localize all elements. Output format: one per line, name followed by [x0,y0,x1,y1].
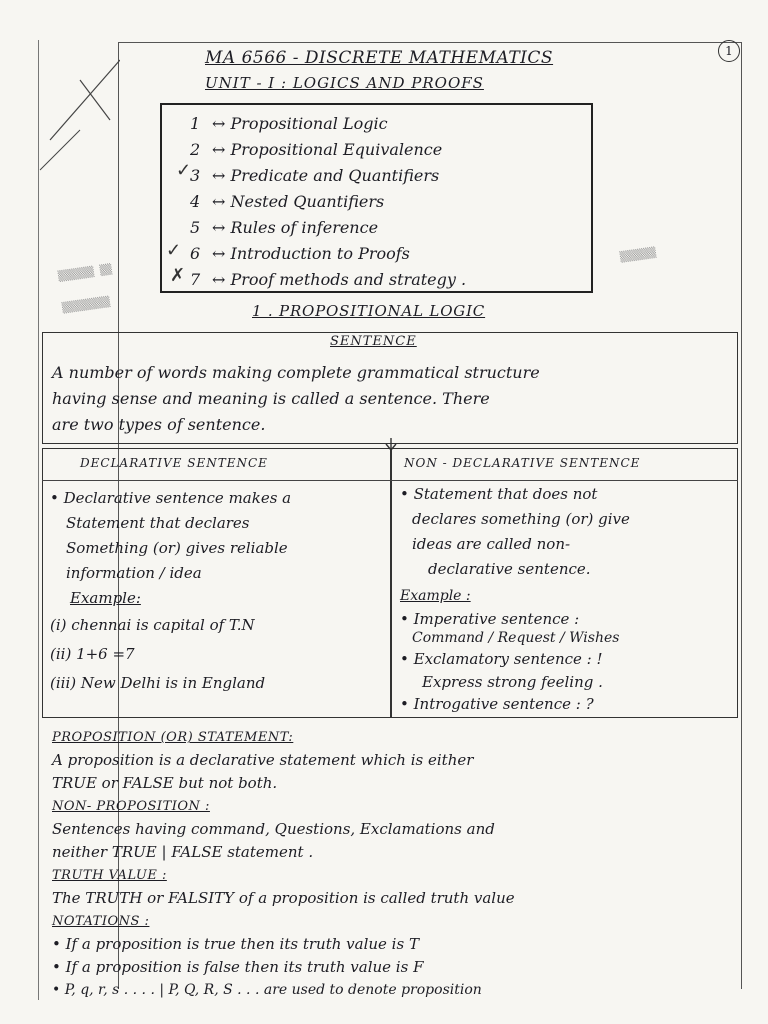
definitions-section: PROPOSITION (OR) STATEMENT: A proposition is a declarative statement which is either TRUE or FALSE but not both. NON- PROPOSITION : Sentences having command, Questions, Exclamations and neither TRUE | FALSE statement . TRUTH VALUE : The TRUTH or FALSITY of a proposition is called truth value NOTATIONS : • If a proposition is true then its truth value is T • If a proposition is false then its truth value is F • P, q, r, s . . . . | P, Q, R, S . . . are used to denote proposition [52,726,752,1002]
topic-item: 6 ↔ Introduction to Proofs [190,244,410,263]
topic-item: 4 ↔ Nested Quantifiers [190,192,385,211]
topic-item: 3 ↔ Predicate and Quantifiers [190,166,440,185]
page-number: 1 [718,40,740,62]
sentence-definition: A number of words making complete grammatical structure having sense and meaning is called a sentence. There are two types of sentence. [52,363,540,434]
declarative-heading: DECLARATIVE SENTENCE [80,456,268,470]
unit-title: UNIT - I : LOGICS AND PROOFS [205,74,484,92]
truth-value-heading: TRUTH VALUE : [52,868,167,883]
topic-item: 1 ↔ Propositional Logic [190,114,388,133]
check-mark-icon: ✓ [176,160,192,181]
topics-box [160,103,593,293]
left-margin-line [38,40,39,1000]
sentence-label: SENTENCE [330,334,417,349]
corner-tick-marks [20,40,120,180]
declarative-column: • Declarative sentence makes a Statement that declares Something (or) gives reliable information / idea Example: (i) chennai is capital of T.N (ii) 1+6 =7 (iii) New Delhi is in England [50,489,292,692]
course-title: MA 6566 - DISCRETE MATHEMATICS [205,48,554,68]
non-declarative-heading: NON - DECLARATIVE SENTENCE [404,456,641,470]
header-divider [42,480,738,481]
non-declarative-column: • Statement that does not declares something (or) give ideas are called non- declarative sentence. Example : • Imperative sentence : Command / Request / Wishes • Exclamatory sentence : ! Express strong feeling . • Introgative sentence : ? [400,485,630,713]
cross-mark-icon: ✗ [170,265,186,286]
column-divider [390,448,392,718]
non-proposition-heading: NON- PROPOSITION : [52,799,210,814]
faded-stamp-mark: ▒▒▒▒▒▒ ▒▒ [57,264,113,283]
section-title: 1 . PROPOSITIONAL LOGIC [252,302,486,320]
faded-stamp-mark: ▒▒▒▒▒▒▒▒ [61,296,111,315]
check-mark-icon: ✓ [166,240,182,261]
topic-item: 5 ↔ Rules of inference [190,218,379,237]
topic-item: 2 ↔ Propositional Equivalence [190,140,443,159]
faded-stamp-mark: ▒▒▒▒▒▒ [619,247,657,264]
notations-heading: NOTATIONS : [52,914,150,929]
topic-item: 7 ↔ Proof methods and strategy . [190,270,467,289]
proposition-heading: PROPOSITION (OR) STATEMENT: [52,730,294,745]
